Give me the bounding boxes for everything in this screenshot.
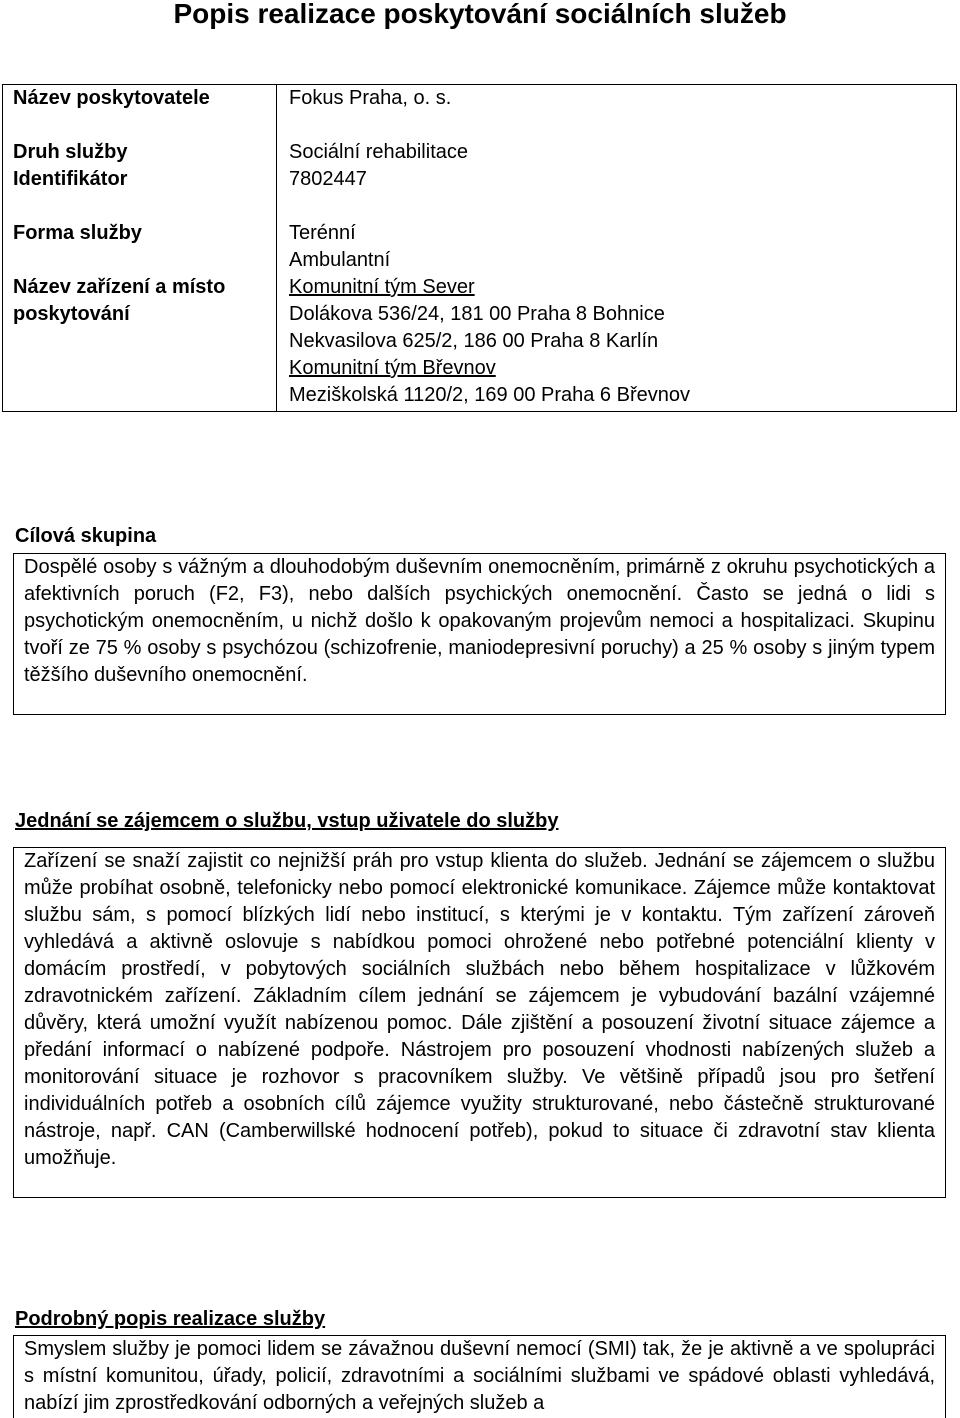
facility-address-bohnice: Dolákova 536/24, 181 00 Praha 8 Bohnice bbox=[289, 303, 665, 325]
provider-label: Název poskytovatele bbox=[13, 87, 210, 109]
info-values-column bbox=[277, 85, 956, 411]
info-labels-column bbox=[3, 85, 277, 411]
provider-value: Fokus Praha, o. s. bbox=[289, 87, 452, 109]
facility-label: Název zařízení a místo poskytování bbox=[13, 276, 226, 325]
intake-heading: Jednání se zájemcem o službu, vstup uživatele do služby bbox=[15, 810, 559, 832]
page-title: Popis realizace poskytování sociálních služeb bbox=[173, 0, 787, 29]
facility-team-north: Komunitní tým Sever bbox=[289, 276, 475, 298]
target-group-heading: Cílová skupina bbox=[15, 525, 157, 547]
target-group-text: Dospělé osoby s vážným a dlouhodobým duševním onemocněním, primárně z okruhu psychotických a afektivních poruch (F2, F3), nebo dalších psychických onemocnění. Často se jedná o lidi s psychotickým onemocněním, u nichž došlo k opakovaným projevům nemoci a hospitalizaci. Skupinu tvoří ze 75 % osoby s psychózou (schizofrenie, maniodepresivní poruchy) a 25 % osoby s jiným typem těžšího duševního onemocnění. bbox=[13, 553, 946, 715]
detail-heading: Podrobný popis realizace služby bbox=[15, 1308, 326, 1330]
intake-text: Zařízení se snaží zajistit co nejnižší práh pro vstup klienta do služeb. Jednání se zájemcem o službu může probíhat osobně, telefonicky nebo pomocí elektronické komunikace. Zájemce může kontaktovat službu sám, s pomocí blízkých lidí nebo institucí, s kterými je v kontaktu. Tým zařízení zároveň vyhledává a aktivně oslovuje s nabídkou pomoci ohrožené nebo potřebné potenciální klienty v domácím prostředí, v pobytových sociálních službách nebo během hospitalizace v lůžkovém zdravotnickém zařízení. Základním cílem jednání se zájemcem je vybudování bazální vzájemné důvěry, která umožní využít nabízenou pomoc. Dále zjištění a posouzení životní situace zájemce a předání informací o nabízené podpoře. Nástrojem pro posouzení vhodnosti nabízených služeb a monitorování situace je rozhovor s pracovníkem služby. Ve většině případů jsou pro šetření individuálních potřeb a osobních cílů zájemce využity strukturované, nebo částečně strukturované nástroje, např. CAN (Camberwillské hodnocení potřeb), pokud to situace či zdravotní stav klienta umožňuje. bbox=[13, 847, 946, 1198]
detail-text: Smyslem služby je pomoci lidem se závažnou duševní nemocí (SMI) tak, že je aktivně a ve spolupráci s místní komunitou, úřady, policií, zdravotními a sociálními službami ve spádové oblasti vyhledává, nabízí jim zprostředkování odborných a veřejných služeb a bbox=[13, 1335, 946, 1418]
form-value-outpatient: Ambulantní bbox=[289, 249, 391, 271]
identifier-value: 7802447 bbox=[289, 168, 367, 190]
facility-address-brevnov: Meziškolská 1120/2, 169 00 Praha 6 Břevnov bbox=[289, 384, 690, 406]
service-type-value: Sociální rehabilitace bbox=[289, 141, 468, 163]
service-type-label: Druh služby bbox=[13, 141, 128, 163]
service-info-table bbox=[2, 84, 957, 412]
form-value-field: Terénní bbox=[289, 222, 356, 244]
identifier-label: Identifikátor bbox=[13, 168, 128, 190]
facility-address-karlin: Nekvasilova 625/2, 186 00 Praha 8 Karlín bbox=[289, 330, 659, 352]
form-label: Forma služby bbox=[13, 222, 142, 244]
facility-team-brevnov: Komunitní tým Břevnov bbox=[289, 357, 496, 379]
